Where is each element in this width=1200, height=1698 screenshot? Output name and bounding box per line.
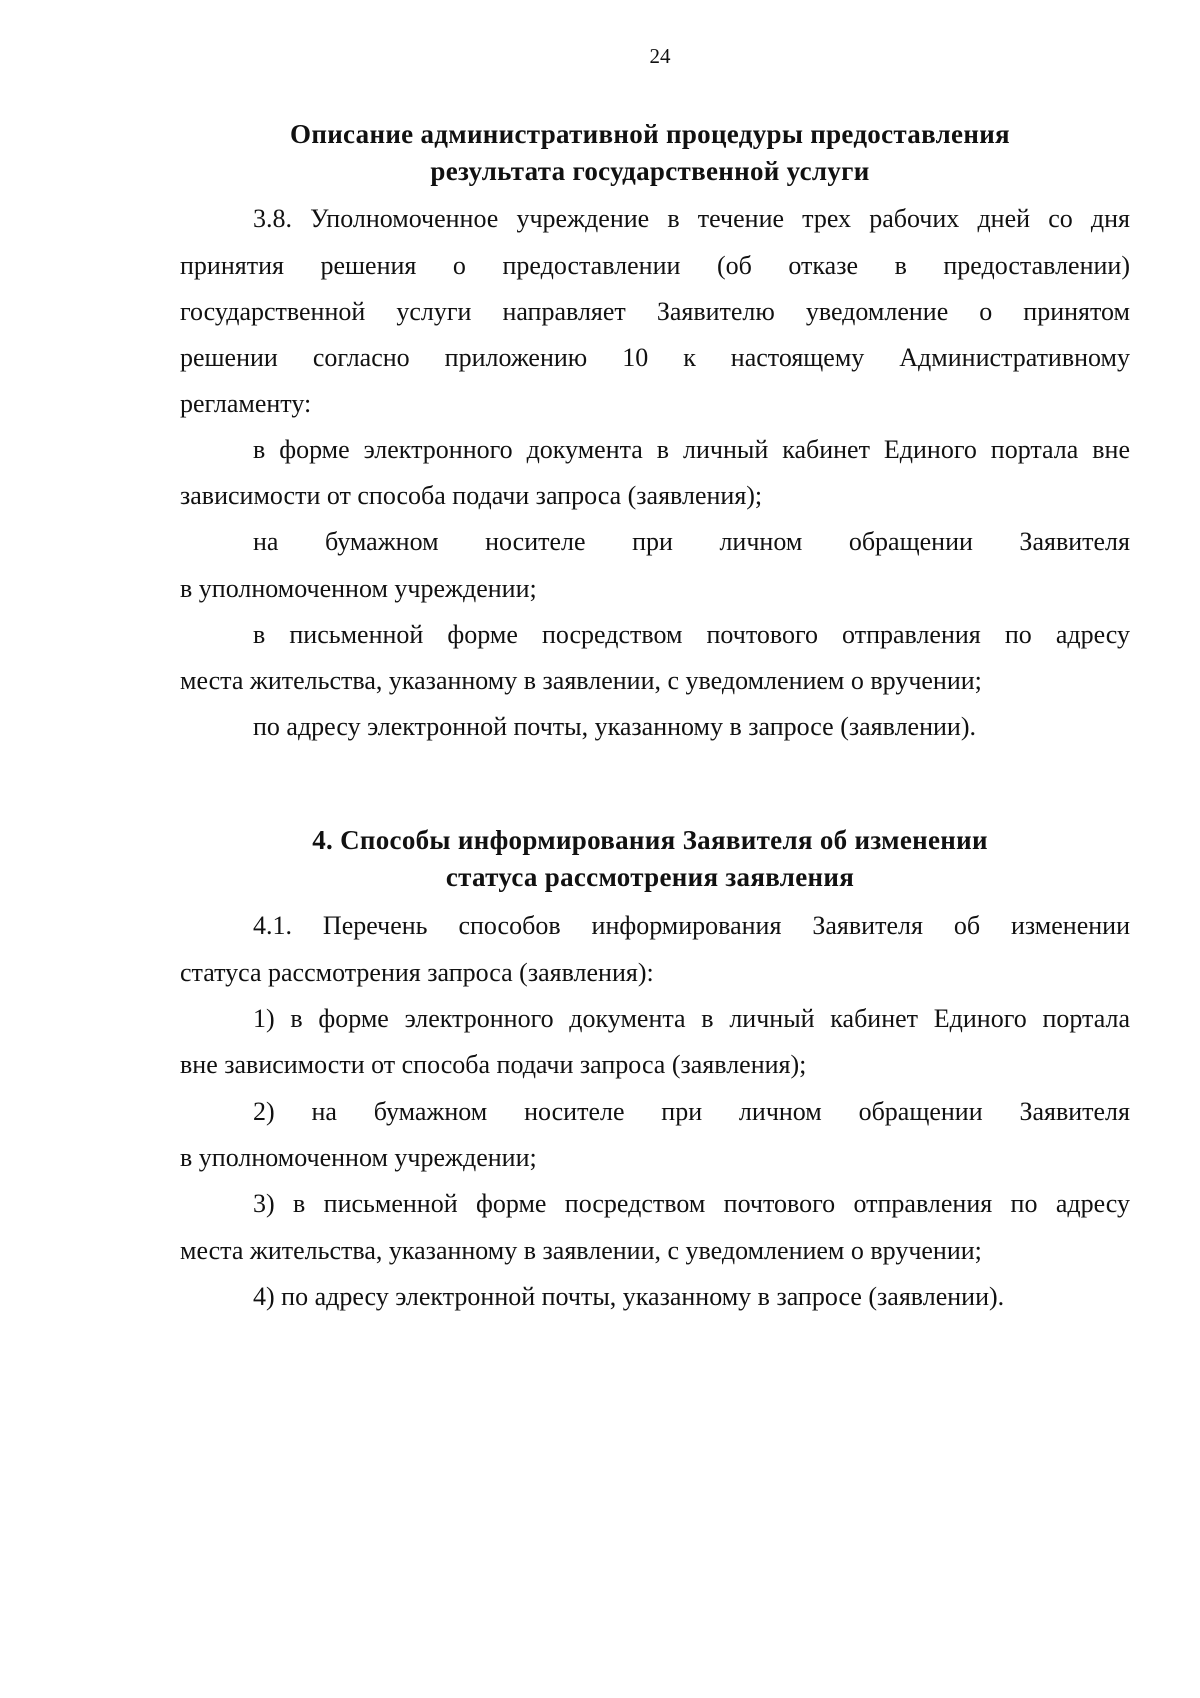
list-item-line: 3) в письменной форме посредством почтового отправления по адресу <box>253 1189 1130 1218</box>
paragraph-line: места жительства, указанному в заявлении, с уведомлением о вручении; <box>180 666 982 695</box>
paragraph-line: зависимости от способа подачи запроса (заявления); <box>180 481 763 510</box>
paragraph-line: на бумажном носителе при личном обращении Заявителя <box>253 527 1130 556</box>
list-item-line: 1) в форме электронного документа в личный кабинет Единого портала <box>253 1004 1130 1033</box>
paragraph-line: в уполномоченном учреждении; <box>180 574 537 603</box>
section-heading <box>180 822 1120 896</box>
section-heading <box>180 116 1120 190</box>
paragraph-line: государственной услуги направляет Заявителю уведомление о принятом <box>180 297 1130 326</box>
heading-line: Описание административной процедуры предоставления <box>290 119 1010 149</box>
list-item-line: 4) по адресу электронной почты, указанному в запросе (заявлении). <box>253 1282 1005 1311</box>
heading-line: статуса рассмотрения заявления <box>445 862 855 892</box>
list-item-line: в уполномоченном учреждении; <box>180 1143 537 1172</box>
paragraph-line: 3.8. Уполномоченное учреждение в течение трех рабочих дней со дня <box>253 204 1130 233</box>
heading-line: результата государственной услуги <box>430 156 870 186</box>
paragraph-line: решении согласно приложению 10 к настоящему Административному <box>180 343 1130 372</box>
list-item-line: 2) на бумажном носителе при личном обращении Заявителя <box>253 1097 1130 1126</box>
paragraph-line: принятия решения о предоставлении (об отказе в предоставлении) <box>180 251 1130 280</box>
list-item-line: вне зависимости от способа подачи запроса (заявления); <box>180 1050 807 1079</box>
page-number: 24 <box>649 44 671 68</box>
paragraph-line: в письменной форме посредством почтового отправления по адресу <box>253 620 1130 649</box>
list-item-line: места жительства, указанному в заявлении, с уведомлением о вручении; <box>180 1236 982 1265</box>
heading-line: 4. Способы информирования Заявителя об изменении <box>312 825 988 855</box>
paragraph-line: статуса рассмотрения запроса (заявления): <box>180 958 654 987</box>
paragraph-line: по адресу электронной почты, указанному в запросе (заявлении). <box>253 712 976 741</box>
paragraph-line: 4.1. Перечень способов информирования Заявителя об изменении <box>253 911 1130 940</box>
paragraph-line: регламенту: <box>180 389 312 418</box>
paragraph-line: в форме электронного документа в личный кабинет Единого портала вне <box>253 435 1130 464</box>
